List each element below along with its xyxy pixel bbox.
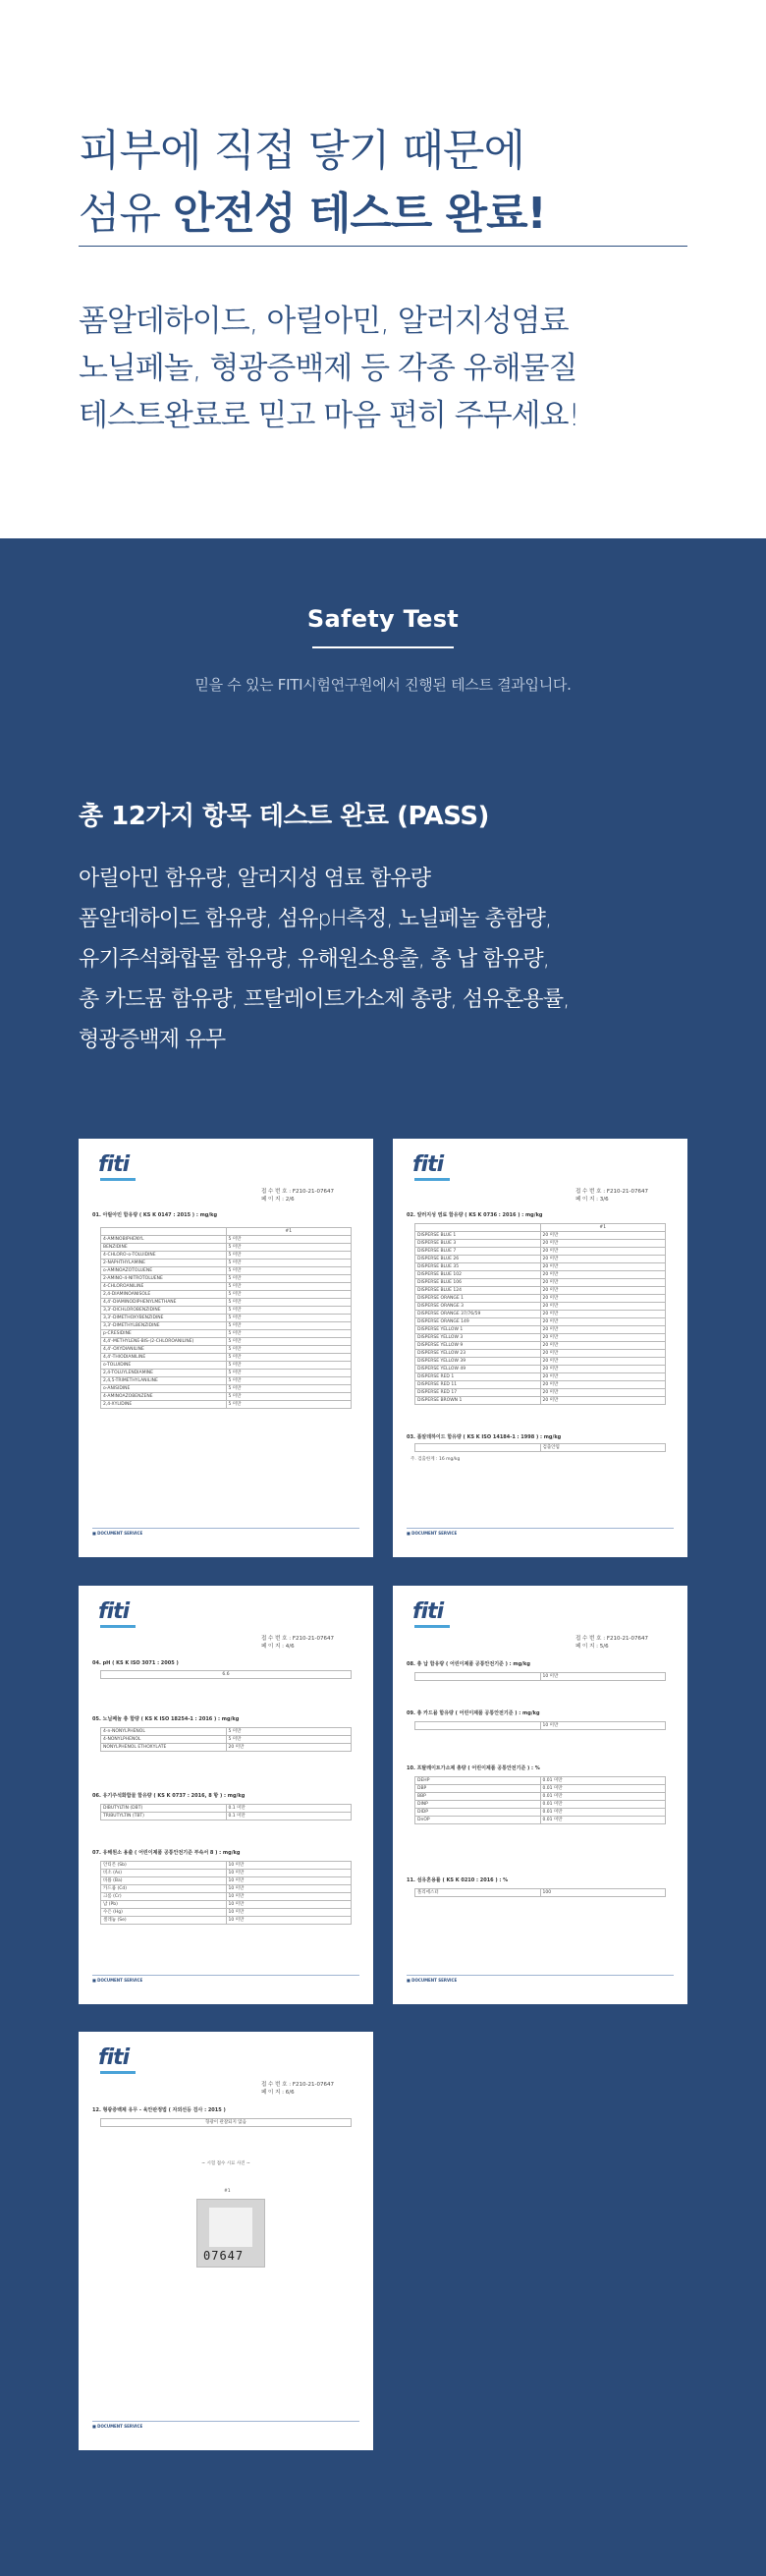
formaldehyde-result: 검출안됨 bbox=[540, 1444, 666, 1452]
fiti-logo: fiti bbox=[98, 1599, 130, 1624]
table-row bbox=[101, 1260, 352, 1267]
table-row bbox=[101, 1893, 352, 1901]
row-label: 바륨 (Ba) bbox=[101, 1877, 227, 1885]
column-header: #1 bbox=[226, 1228, 352, 1236]
row-value: 20 미만 bbox=[540, 1381, 666, 1389]
table-row bbox=[415, 1256, 666, 1263]
table-row bbox=[415, 1777, 666, 1785]
row-value: 5 미만 bbox=[226, 1330, 352, 1338]
table-row bbox=[101, 1330, 352, 1338]
table-row bbox=[415, 1342, 666, 1350]
hero-title-line2 bbox=[79, 183, 546, 246]
row-label: o-AMINOAZOTOLUENE bbox=[101, 1267, 227, 1275]
row-label: DISPERSE YELLOW 23 bbox=[415, 1350, 541, 1358]
footer-title: ■ DOCUMENT SERVICE bbox=[92, 2424, 143, 2429]
report-number: 접 수 번 호 : F210-21-07647 bbox=[261, 1189, 334, 1195]
row-value: 5 미만 bbox=[226, 1315, 352, 1322]
row-label: DISPERSE BLUE 7 bbox=[415, 1248, 541, 1256]
report-page: 페 이 지 : 3/6 bbox=[575, 1197, 609, 1203]
row-label: 4,4'-DIAMINODIPHENYLMETHANE bbox=[101, 1299, 227, 1307]
section-heading: 10. 프탈레이트가소제 총량 ( 어린이제품 공통안전기준 ) : % bbox=[407, 1765, 540, 1771]
row-value: 5 미만 bbox=[226, 1338, 352, 1346]
photo-label: #1 bbox=[224, 2189, 231, 2194]
row-label: DnOP bbox=[415, 1817, 541, 1824]
row-value: 0.01 미만 bbox=[540, 1785, 666, 1793]
table-row bbox=[415, 1809, 666, 1817]
table-row bbox=[415, 1311, 666, 1318]
table-row bbox=[101, 1885, 352, 1893]
table-row bbox=[101, 1909, 352, 1917]
row-value: 10 미만 bbox=[226, 1870, 352, 1877]
row-value: 20 미만 bbox=[540, 1397, 666, 1405]
table-row bbox=[415, 1240, 666, 1248]
table-row bbox=[415, 1793, 666, 1801]
row-label: 납 (Pb) bbox=[101, 1901, 227, 1909]
row-label: DISPERSE BROWN 1 bbox=[415, 1397, 541, 1405]
table-header bbox=[101, 1228, 352, 1236]
row-label: 4-CHLOROANILINE bbox=[101, 1283, 227, 1291]
row-label: 2,4-TOLUYLENDIAMINE bbox=[101, 1370, 227, 1377]
row-label: 비소 (As) bbox=[101, 1870, 227, 1877]
row-label: 4,4'-OXYDIANILINE bbox=[101, 1346, 227, 1354]
table-row bbox=[101, 1805, 352, 1813]
row-value: 5 미만 bbox=[226, 1354, 352, 1362]
row-label: 셀레늄 (Se) bbox=[101, 1917, 227, 1925]
report-page: 페 이 지 : 2/6 bbox=[261, 1197, 295, 1203]
row-label: BBP bbox=[415, 1793, 541, 1801]
row-value: 20 미만 bbox=[540, 1248, 666, 1256]
fiti-logo: fiti bbox=[98, 2045, 130, 2070]
footer-divider bbox=[92, 1975, 359, 1976]
row-value: 20 미만 bbox=[540, 1240, 666, 1248]
section-heading: 12. 형광증백제 유무 - 육안판정법 ( 자외선등 검사 : 2015 ) bbox=[92, 2107, 226, 2113]
row-value: 5 미만 bbox=[226, 1244, 352, 1252]
row-value: 20 미만 bbox=[540, 1256, 666, 1263]
table-row bbox=[101, 1862, 352, 1870]
table-row bbox=[101, 1346, 352, 1354]
hero-title-bold: 안전성 테스트 완료! bbox=[173, 189, 546, 239]
section-heading: 01. 아릴아민 함유량 ( KS K 0147 : 2015 ) : mg/kg bbox=[92, 1212, 218, 1218]
table-row bbox=[101, 1744, 352, 1752]
column-header: #1 bbox=[540, 1224, 666, 1232]
safety-subtitle: 믿을 수 있는 FITI시험연구원에서 진행된 테스트 결과입니다. bbox=[194, 676, 572, 694]
row-label: DISPERSE BLUE 1 bbox=[415, 1232, 541, 1240]
table-row bbox=[101, 1291, 352, 1299]
row-label: DISPERSE ORANGE 37/76/59 bbox=[415, 1311, 541, 1318]
table-row bbox=[101, 1275, 352, 1283]
row-label: 4-AMINOBIPHENYL bbox=[101, 1236, 227, 1244]
fluorescent-table bbox=[100, 2118, 352, 2127]
row-value: 5 미만 bbox=[226, 1322, 352, 1330]
row-label: 4-CHLORO-o-TOLUIDINE bbox=[101, 1252, 227, 1260]
report-page: 페 이 지 : 5/6 bbox=[575, 1644, 609, 1650]
row-value: 5 미만 bbox=[226, 1728, 352, 1736]
test-report-page-2 bbox=[393, 1139, 687, 1557]
section-heading: 07. 유해원소 용출 ( 어린이제품 공통안전기준 부속서 8 ) : mg/kg bbox=[92, 1850, 241, 1856]
row-label: DISPERSE BLUE 102 bbox=[415, 1271, 541, 1279]
fiber-value: 100 bbox=[540, 1889, 666, 1897]
sample-number: 07647 bbox=[203, 2249, 245, 2263]
footer-title: ■ DOCUMENT SERVICE bbox=[407, 1978, 458, 1983]
table-row bbox=[415, 1279, 666, 1287]
row-label: NONYLPHENOL ETHOXYLATE bbox=[101, 1744, 227, 1752]
table-row bbox=[101, 1338, 352, 1346]
row-value: 20 미만 bbox=[540, 1287, 666, 1295]
hero-description bbox=[79, 298, 579, 439]
ph-value: 6.6 bbox=[101, 1671, 352, 1679]
table-row bbox=[101, 1244, 352, 1252]
row-value: 20 미만 bbox=[540, 1279, 666, 1287]
logo-accent bbox=[414, 1178, 450, 1181]
row-value: 0.01 미만 bbox=[540, 1801, 666, 1809]
fiber-name: 폴리에스터 bbox=[415, 1889, 541, 1897]
table-row bbox=[415, 1350, 666, 1358]
row-label: 카드뮴 (Cd) bbox=[101, 1885, 227, 1893]
table-row bbox=[415, 1801, 666, 1809]
table-row bbox=[415, 1358, 666, 1366]
section-heading: 04. pH ( KS K ISO 3071 : 2005 ) bbox=[92, 1660, 179, 1666]
row-value: 0.01 미만 bbox=[540, 1793, 666, 1801]
table-row bbox=[101, 1315, 352, 1322]
hero-desc-line: 노닐페놀, 형광증백제 등 각종 유해물질 bbox=[79, 351, 577, 386]
row-value: 20 미만 bbox=[540, 1326, 666, 1334]
row-value: 5 미만 bbox=[226, 1393, 352, 1401]
pass-title: 총 12가지 항목 테스트 완료 (PASS) bbox=[79, 802, 489, 831]
row-value: 5 미만 bbox=[226, 1346, 352, 1354]
row-label: BENZIDINE bbox=[101, 1244, 227, 1252]
row-value: 5 미만 bbox=[226, 1291, 352, 1299]
lead-table bbox=[414, 1672, 666, 1681]
formaldehyde-table bbox=[414, 1443, 666, 1452]
footer-divider bbox=[407, 1528, 674, 1529]
safety-test-section bbox=[0, 538, 766, 2576]
report-meta bbox=[575, 1635, 664, 1651]
row-value: 20 미만 bbox=[226, 1744, 352, 1752]
row-value: 10 미만 bbox=[226, 1893, 352, 1901]
row-value: 0.1 미만 bbox=[226, 1805, 352, 1813]
row-value: 5 미만 bbox=[226, 1299, 352, 1307]
hero-section bbox=[0, 0, 766, 538]
row-value: 5 미만 bbox=[226, 1267, 352, 1275]
hero-divider bbox=[79, 246, 687, 247]
table-row bbox=[101, 1917, 352, 1925]
row-label: DISPERSE ORANGE 149 bbox=[415, 1318, 541, 1326]
table-row bbox=[101, 1283, 352, 1291]
row-value: 20 미만 bbox=[540, 1358, 666, 1366]
row-value: 5 미만 bbox=[226, 1362, 352, 1370]
table-row bbox=[415, 1271, 666, 1279]
logo-accent bbox=[414, 1625, 450, 1628]
row-label: DINP bbox=[415, 1801, 541, 1809]
row-label: 2,4-XYLIDINE bbox=[101, 1401, 227, 1409]
table-row bbox=[101, 1354, 352, 1362]
row-value: 20 미만 bbox=[540, 1334, 666, 1342]
test-report-page-1 bbox=[79, 1139, 373, 1557]
row-label: DBP bbox=[415, 1785, 541, 1793]
logo-accent bbox=[100, 1625, 136, 1628]
table-row bbox=[101, 1322, 352, 1330]
table-row bbox=[101, 1385, 352, 1393]
row-label: 3,3'-DIMETHOXYBENZIDINE bbox=[101, 1315, 227, 1322]
row-value: 20 미만 bbox=[540, 1311, 666, 1318]
row-label: DISPERSE RED 17 bbox=[415, 1389, 541, 1397]
row-label: DISPERSE BLUE 124 bbox=[415, 1287, 541, 1295]
row-value: 0.1 미만 bbox=[226, 1813, 352, 1820]
row-value: 20 미만 bbox=[540, 1389, 666, 1397]
fiber-table bbox=[414, 1888, 666, 1897]
section-heading: 03. 폼알데하이드 함유량 ( KS K ISO 14184-1 : 1998 ) : mg/kg bbox=[407, 1434, 562, 1440]
table-row bbox=[415, 1318, 666, 1326]
hero-title-line1: 피부에 직접 닿기 때문에 bbox=[79, 126, 524, 176]
row-value: 5 미만 bbox=[226, 1260, 352, 1267]
report-meta bbox=[261, 1188, 350, 1204]
row-value: 20 미만 bbox=[540, 1271, 666, 1279]
row-value: 5 미만 bbox=[226, 1275, 352, 1283]
table-row bbox=[415, 1326, 666, 1334]
row-value: 10 미만 bbox=[226, 1862, 352, 1870]
row-label: DISPERSE BLUE 3 bbox=[415, 1240, 541, 1248]
row-value: 5 미만 bbox=[226, 1377, 352, 1385]
row-value: 20 미만 bbox=[540, 1373, 666, 1381]
section-heading: 08. 총 납 함유량 ( 어린이제품 공통안전기준 ) : mg/kg bbox=[407, 1661, 530, 1667]
section-heading: 02. 알러지성 염료 함유량 ( KS K 0736 : 2016 ) : mg/kg bbox=[407, 1212, 543, 1218]
row-value: 5 미만 bbox=[226, 1736, 352, 1744]
pass-item: 아릴아민 함유량, 알러지성 염료 함유량 bbox=[79, 867, 431, 891]
table-row bbox=[101, 1236, 352, 1244]
table-row bbox=[101, 1362, 352, 1370]
row-value: 20 미만 bbox=[540, 1295, 666, 1303]
allergenic-dye-table bbox=[414, 1223, 666, 1405]
test-report-page-5 bbox=[79, 2032, 373, 2450]
sample-fabric bbox=[209, 2208, 252, 2247]
photo-caption: ~ 시험 접수 시료 사진 ~ bbox=[201, 2161, 250, 2166]
row-label: DIBUTYLTIN (DBT) bbox=[101, 1805, 227, 1813]
cadmium-table bbox=[414, 1721, 666, 1730]
table-row bbox=[101, 1307, 352, 1315]
lead-value: 10 미만 bbox=[540, 1673, 666, 1681]
table-row bbox=[101, 1377, 352, 1385]
row-value: 5 미만 bbox=[226, 1401, 352, 1409]
report-number: 접 수 번 호 : F210-21-07647 bbox=[261, 2082, 334, 2088]
table-row bbox=[415, 1817, 666, 1824]
table-row bbox=[101, 1728, 352, 1736]
row-value: 10 미만 bbox=[226, 1885, 352, 1893]
pass-item: 폼알데하이드 함유량, 섬유pH측정, 노닐페놀 총함량, bbox=[79, 907, 552, 931]
detection-note: 주. 검출한계 : 16 mg/kg bbox=[410, 1457, 461, 1462]
report-meta bbox=[575, 1188, 664, 1204]
row-value: 5 미만 bbox=[226, 1252, 352, 1260]
table-row bbox=[101, 1299, 352, 1307]
row-value: 10 미만 bbox=[226, 1917, 352, 1925]
row-label: p-CRESIDINE bbox=[101, 1330, 227, 1338]
row-label: 4-n-NONYLPHENOL bbox=[101, 1728, 227, 1736]
row-value: 5 미만 bbox=[226, 1307, 352, 1315]
fiti-logo: fiti bbox=[98, 1152, 130, 1177]
footer-divider bbox=[407, 1975, 674, 1976]
row-label: DISPERSE ORANGE 3 bbox=[415, 1303, 541, 1311]
report-number: 접 수 번 호 : F210-21-07647 bbox=[575, 1636, 648, 1642]
pass-item: 총 카드뮴 함유량, 프탈레이트가소제 총량, 섬유혼용률, bbox=[79, 987, 570, 1012]
row-label: 4-NONYLPHENOL bbox=[101, 1736, 227, 1744]
table-row bbox=[101, 1401, 352, 1409]
table-row bbox=[415, 1248, 666, 1256]
row-label: 3,3'-DICHLOROBENZIDINE bbox=[101, 1307, 227, 1315]
hero-desc-line: 폼알데하이드, 아릴아민, 알러지성염료 bbox=[79, 304, 569, 339]
row-label: 4-AMINOAZOBENZENE bbox=[101, 1393, 227, 1401]
table-row bbox=[415, 1785, 666, 1793]
heavy-metal-table bbox=[100, 1861, 352, 1925]
hero-title-prefix: 섬유 bbox=[79, 189, 173, 239]
report-number: 접 수 번 호 : F210-21-07647 bbox=[261, 1636, 334, 1642]
table-row bbox=[415, 1397, 666, 1405]
logo-accent bbox=[100, 1178, 136, 1181]
row-label: 수은 (Hg) bbox=[101, 1909, 227, 1917]
row-value: 5 미만 bbox=[226, 1370, 352, 1377]
test-report-page-3 bbox=[79, 1586, 373, 2004]
table-row bbox=[101, 1870, 352, 1877]
row-value: 0.01 미만 bbox=[540, 1777, 666, 1785]
row-value: 20 미만 bbox=[540, 1350, 666, 1358]
row-label: 4,4'-METHYLENE-BIS-(2-CHLOROANILINE) bbox=[101, 1338, 227, 1346]
fiti-logo: fiti bbox=[412, 1152, 444, 1177]
row-label: 2,4-DIAMINOANISOLE bbox=[101, 1291, 227, 1299]
pass-items bbox=[79, 859, 570, 1060]
row-label: DISPERSE YELLOW 39 bbox=[415, 1358, 541, 1366]
row-label: DISPERSE RED 1 bbox=[415, 1373, 541, 1381]
pass-item: 유기주석화합물 함유량, 유해원소용출, 총 납 함유량, bbox=[79, 947, 550, 972]
cadmium-value: 10 미만 bbox=[540, 1722, 666, 1730]
table-row bbox=[101, 1736, 352, 1744]
phthalate-table bbox=[414, 1776, 666, 1824]
row-label: DISPERSE BLUE 35 bbox=[415, 1263, 541, 1271]
row-value: 20 미만 bbox=[540, 1342, 666, 1350]
row-value: 5 미만 bbox=[226, 1385, 352, 1393]
ph-table bbox=[100, 1670, 352, 1679]
table-row bbox=[101, 1267, 352, 1275]
row-label: DEHP bbox=[415, 1777, 541, 1785]
row-value: 20 미만 bbox=[540, 1303, 666, 1311]
fluorescent-result: 형광이 관찰되지 않음 bbox=[101, 2119, 352, 2127]
row-value: 0.01 미만 bbox=[540, 1809, 666, 1817]
row-label: DISPERSE YELLOW 49 bbox=[415, 1366, 541, 1373]
row-value: 10 미만 bbox=[226, 1877, 352, 1885]
table-row bbox=[415, 1334, 666, 1342]
row-label: DISPERSE BLUE 26 bbox=[415, 1256, 541, 1263]
footer-divider bbox=[92, 1528, 359, 1529]
table-row bbox=[101, 1877, 352, 1885]
table-row bbox=[101, 1370, 352, 1377]
table-row bbox=[415, 1389, 666, 1397]
table-row bbox=[101, 1252, 352, 1260]
footer-title: ■ DOCUMENT SERVICE bbox=[92, 1978, 143, 1983]
hero-desc-line: 테스트완료로 믿고 마음 편히 주무세요! bbox=[79, 398, 579, 433]
row-label: 2,4,5-TRIMETHYLANILINE bbox=[101, 1377, 227, 1385]
table-row bbox=[415, 1303, 666, 1311]
table-row bbox=[415, 1287, 666, 1295]
section-heading: 09. 총 카드뮴 함유량 ( 어린이제품 공통안전기준 ) : mg/kg bbox=[407, 1710, 540, 1716]
row-value: 5 미만 bbox=[226, 1236, 352, 1244]
table-row bbox=[415, 1373, 666, 1381]
table-row bbox=[101, 1901, 352, 1909]
section-heading: 06. 유기주석화합물 함유량 ( KS K 0737 : 2016, 8 항 ) : mg/kg bbox=[92, 1793, 246, 1799]
fiti-logo: fiti bbox=[412, 1599, 444, 1624]
row-label: 크롬 (Cr) bbox=[101, 1893, 227, 1901]
section-heading: 11. 섬유혼용률 ( KS K 0210 : 2016 ) : % bbox=[407, 1877, 509, 1883]
safety-title: Safety Test bbox=[306, 605, 460, 633]
nonylphenol-table bbox=[100, 1727, 352, 1752]
row-label: DISPERSE YELLOW 1 bbox=[415, 1326, 541, 1334]
report-meta bbox=[261, 2081, 350, 2097]
report-page: 페 이 지 : 4/6 bbox=[261, 1644, 295, 1650]
row-label: DISPERSE YELLOW 9 bbox=[415, 1342, 541, 1350]
section-heading: 05. 노닐페놀 총 함량 ( KS K ISO 18254-1 : 2016 ) : mg/kg bbox=[92, 1716, 240, 1722]
row-label: 2-AMINO-4-NITROTOLUENE bbox=[101, 1275, 227, 1283]
pass-item: 형광증백제 유무 bbox=[79, 1028, 226, 1052]
row-label: DISPERSE BLUE 106 bbox=[415, 1279, 541, 1287]
hero-title bbox=[79, 120, 546, 246]
report-page: 페 이 지 : 6/6 bbox=[261, 2090, 295, 2096]
table-header bbox=[415, 1224, 666, 1232]
row-label: 2-NAPHTHYLAMINE bbox=[101, 1260, 227, 1267]
row-value: 10 미만 bbox=[226, 1901, 352, 1909]
row-label: 4,4'-THIODIANILINE bbox=[101, 1354, 227, 1362]
row-label: 안티몬 (Sb) bbox=[101, 1862, 227, 1870]
arylamine-table bbox=[100, 1227, 352, 1409]
report-meta bbox=[261, 1635, 350, 1651]
row-value: 20 미만 bbox=[540, 1263, 666, 1271]
row-label: DISPERSE ORANGE 1 bbox=[415, 1295, 541, 1303]
logo-accent bbox=[100, 2071, 136, 2074]
sample-photo bbox=[196, 2199, 265, 2268]
row-label: TRIBUTYLTIN (TBT) bbox=[101, 1813, 227, 1820]
safety-title-underline bbox=[312, 646, 454, 648]
row-label: o-ANISIDINE bbox=[101, 1385, 227, 1393]
table-row bbox=[101, 1813, 352, 1820]
row-label: DISPERSE YELLOW 3 bbox=[415, 1334, 541, 1342]
footer-divider bbox=[92, 2421, 359, 2422]
row-label: o-TOLUIDINE bbox=[101, 1362, 227, 1370]
table-row bbox=[415, 1263, 666, 1271]
row-value: 20 미만 bbox=[540, 1366, 666, 1373]
row-value: 10 미만 bbox=[226, 1909, 352, 1917]
row-label: DISPERSE RED 11 bbox=[415, 1381, 541, 1389]
test-report-page-4 bbox=[393, 1586, 687, 2004]
row-value: 5 미만 bbox=[226, 1283, 352, 1291]
report-number: 접 수 번 호 : F210-21-07647 bbox=[575, 1189, 648, 1195]
row-value: 20 미만 bbox=[540, 1232, 666, 1240]
table-row bbox=[415, 1295, 666, 1303]
row-value: 20 미만 bbox=[540, 1318, 666, 1326]
table-row bbox=[415, 1366, 666, 1373]
table-row bbox=[101, 1393, 352, 1401]
table-row bbox=[415, 1381, 666, 1389]
table-row bbox=[415, 1232, 666, 1240]
organotin-table bbox=[100, 1804, 352, 1820]
row-value: 0.01 미만 bbox=[540, 1817, 666, 1824]
footer-title: ■ DOCUMENT SERVICE bbox=[407, 1531, 458, 1536]
footer-title: ■ DOCUMENT SERVICE bbox=[92, 1531, 143, 1536]
row-label: 3,3'-DIMETHYLBENZIDINE bbox=[101, 1322, 227, 1330]
row-label: DIDP bbox=[415, 1809, 541, 1817]
